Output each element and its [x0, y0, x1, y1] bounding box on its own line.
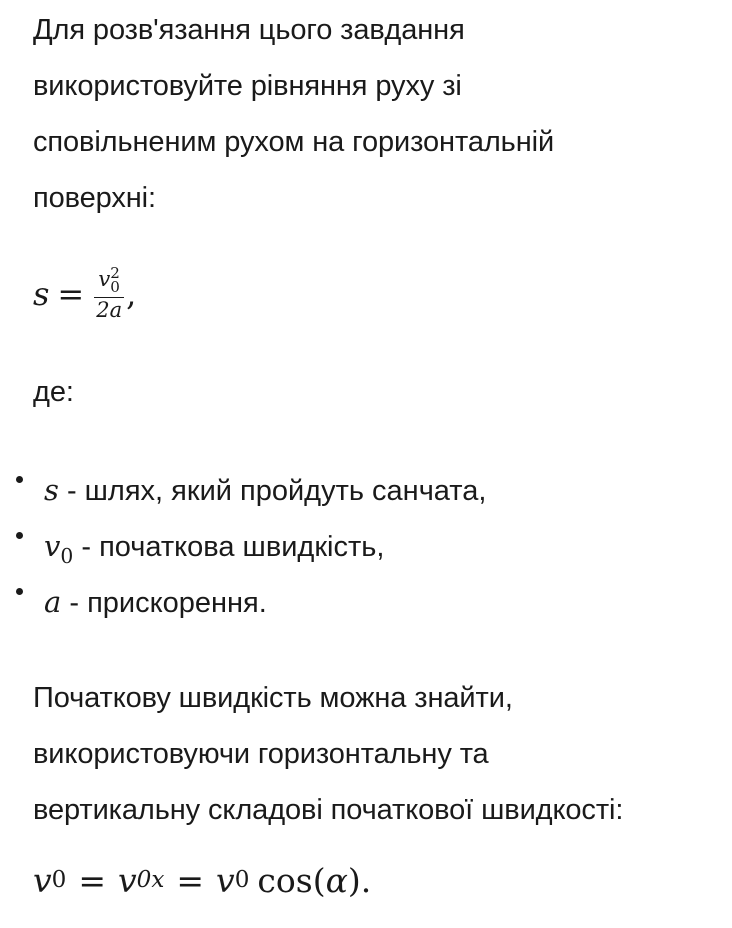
bullet-icon: [16, 532, 23, 539]
bullet-icon: [16, 588, 23, 595]
definition-text: - прискорення.: [69, 587, 267, 619]
formula-trail: ,: [126, 275, 137, 313]
intro-line: використовуйте рівняння руху зі: [33, 70, 462, 102]
velocity-formula: v 0 = v 0x = v 0 cos ( α ).: [33, 860, 372, 900]
intro-line: Для розв'язання цього завдання: [33, 14, 465, 46]
where-label: [33, 364, 74, 420]
definition-symbol: v: [44, 529, 61, 563]
open-paren: (: [312, 860, 326, 900]
cos-function: cos: [257, 860, 313, 900]
close-paren: ).: [347, 860, 372, 900]
intro-paragraph: [33, 2, 554, 226]
formula-equals: =: [78, 860, 107, 900]
distance-formula: [33, 262, 136, 326]
numerator-sup: 2: [110, 264, 120, 283]
numerator-sub: 0: [110, 278, 120, 296]
formula-lhs: s: [33, 275, 50, 313]
definition-symbol: a: [44, 585, 62, 619]
intro-line: сповільненим рухом на горизонтальній: [33, 126, 555, 158]
fraction-denominator: 2a: [96, 297, 123, 322]
formula-equals: =: [57, 275, 85, 313]
definition-text: - початкова швидкість,: [81, 531, 385, 563]
velocity-symbol: v: [118, 860, 137, 900]
velocity-symbol: v: [33, 860, 52, 900]
alpha-symbol: α: [325, 860, 348, 900]
definition-symbol-sub: 0: [60, 543, 74, 568]
bullet-icon: [16, 476, 23, 483]
definition-text: - шлях, який пройдуть санчата,: [66, 475, 487, 507]
where-text: де:: [33, 376, 74, 408]
velocity-paragraph: [33, 670, 623, 838]
velocity-line: Початкову швидкість можна знайти,: [33, 682, 513, 714]
numerator-base: v: [98, 267, 111, 292]
velocity-symbol: v: [216, 860, 235, 900]
definition-symbol: s: [44, 473, 59, 507]
formula-equals: =: [176, 860, 205, 900]
velocity-line: вертикальну складові початкової швидкості:: [33, 794, 624, 826]
velocity-line: використовуючи горизонтальну та: [33, 738, 489, 770]
formula-fraction: [94, 264, 124, 322]
fraction-numerator: [96, 264, 122, 296]
intro-line: поверхні:: [33, 182, 156, 214]
